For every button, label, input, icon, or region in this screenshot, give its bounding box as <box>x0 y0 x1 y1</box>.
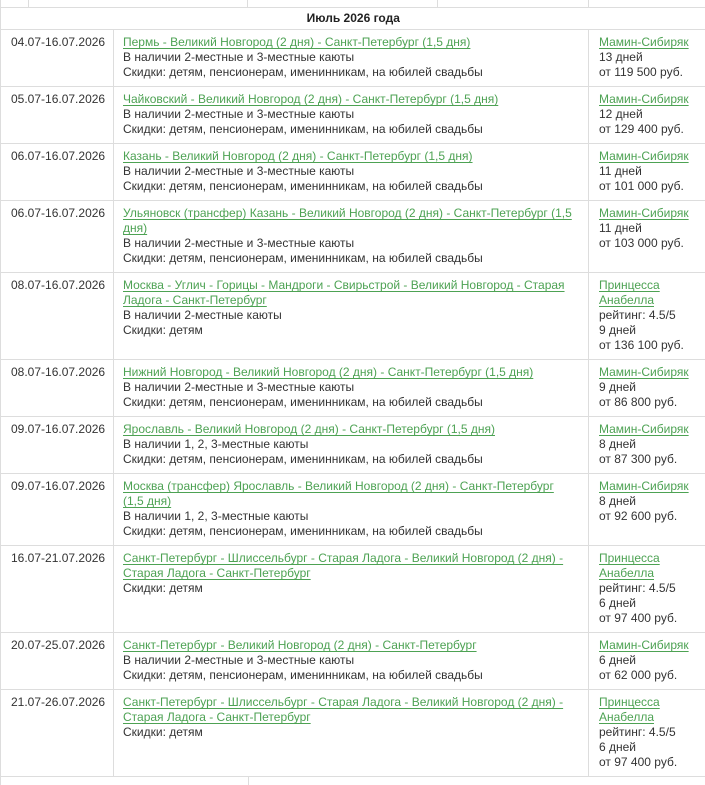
route-link[interactable]: Москва (трансфер) Ярославль - Великий Новгород (2 дня) - Санкт-Петербург (1,5 дня) <box>123 479 554 508</box>
cruise-duration: 12 дней <box>599 107 696 122</box>
cruise-price: от 129 400 руб. <box>599 122 696 137</box>
cruise-price: от 119 500 руб. <box>599 65 696 80</box>
cabins-availability: В наличии 2-местные и 3-местные каюты <box>123 236 574 251</box>
table-row <box>1 87 705 144</box>
ship-line <box>599 551 696 581</box>
ship-info-cell <box>589 360 705 417</box>
discounts: Скидки: детям, пенсионерам, именинникам, на юбилей свадьбы <box>123 122 574 137</box>
route-line <box>123 479 574 509</box>
cruise-dates-cell <box>1 690 114 777</box>
cruise-dates: 06.07-16.07.2026 <box>11 206 105 220</box>
table-row <box>1 474 705 546</box>
previous-table-edge <box>0 0 705 7</box>
table-row <box>1 633 705 690</box>
discounts: Скидки: детям, пенсионерам, именинникам, на юбилей свадьбы <box>123 251 574 266</box>
ship-info-cell <box>589 417 705 474</box>
cruise-dates: 21.07-26.07.2026 <box>11 695 105 709</box>
cruise-dates: 20.07-25.07.2026 <box>11 638 105 652</box>
ship-line <box>599 278 696 308</box>
discounts: Скидки: детям <box>123 725 574 740</box>
cruise-dates: 16.07-21.07.2026 <box>11 551 105 565</box>
cruise-duration: 13 дней <box>599 50 696 65</box>
ship-line <box>599 638 696 653</box>
cabins-availability: В наличии 2-местные и 3-местные каюты <box>123 50 574 65</box>
cabins-availability: В наличии 1, 2, 3-местные каюты <box>123 509 574 524</box>
cruise-price: от 87 300 руб. <box>599 452 696 467</box>
cruise-description-cell <box>114 87 589 144</box>
cruise-duration: 6 дней <box>599 653 696 668</box>
cruise-description-cell <box>114 201 589 273</box>
route-link[interactable]: Санкт-Петербург - Шлиссельбург - Старая Ладога - Великий Новгород (2 дня) - Старая Ладога - Санкт-Петербург <box>123 695 563 724</box>
cruise-description-cell <box>114 30 589 87</box>
cruise-dates-cell <box>1 144 114 201</box>
table-row <box>1 273 705 360</box>
route-line <box>123 278 574 308</box>
discounts: Скидки: детям, пенсионерам, именинникам, на юбилей свадьбы <box>123 668 574 683</box>
cruise-table-body <box>1 30 705 777</box>
cruise-duration: 8 дней <box>599 437 696 452</box>
ship-info-cell <box>589 30 705 87</box>
route-line <box>123 149 574 164</box>
ship-link[interactable]: Принцесса Анабелла <box>599 695 660 724</box>
ship-link[interactable]: Мамин-Сибиряк <box>599 149 689 163</box>
cruise-duration: 11 дней <box>599 221 696 236</box>
table-row <box>1 144 705 201</box>
column-border-fragment <box>437 0 438 7</box>
cruise-price: от 97 400 руб. <box>599 755 696 770</box>
ship-line <box>599 149 696 164</box>
cruise-dates-cell <box>1 633 114 690</box>
table-row <box>1 360 705 417</box>
cruise-duration: 6 дней <box>599 596 696 611</box>
cruise-dates-cell <box>1 417 114 474</box>
cruise-price: от 101 000 руб. <box>599 179 696 194</box>
cruise-description-cell <box>114 690 589 777</box>
ship-link[interactable]: Мамин-Сибиряк <box>599 206 689 220</box>
route-link[interactable]: Москва - Углич - Горицы - Мандроги - Свирьстрой - Великий Новгород - Старая Ладога - Санкт-Петербург <box>123 278 565 307</box>
cabins-availability: В наличии 2-местные каюты <box>123 308 574 323</box>
cruise-duration: 9 дней <box>599 380 696 395</box>
ship-info-cell <box>589 474 705 546</box>
ship-link[interactable]: Мамин-Сибиряк <box>599 92 689 106</box>
ship-line <box>599 92 696 107</box>
route-link[interactable]: Санкт-Петербург - Великий Новгород (2 дня) - Санкт-Петербург <box>123 638 477 652</box>
ship-link[interactable]: Мамин-Сибиряк <box>599 35 689 49</box>
cruise-dates-cell <box>1 273 114 360</box>
cruise-price: от 97 400 руб. <box>599 611 696 626</box>
cabins-availability: В наличии 2-местные и 3-местные каюты <box>123 107 574 122</box>
ship-info-cell <box>589 87 705 144</box>
discounts: Скидки: детям <box>123 323 574 338</box>
cruise-dates: 04.07-16.07.2026 <box>11 35 105 49</box>
cruise-price: от 103 000 руб. <box>599 236 696 251</box>
table-left-border-fragment <box>0 0 1 7</box>
ship-link[interactable]: Мамин-Сибиряк <box>599 422 689 436</box>
cruise-price: от 62 000 руб. <box>599 668 696 683</box>
cruise-price: от 86 800 руб. <box>599 395 696 410</box>
ship-link[interactable]: Мамин-Сибиряк <box>599 365 689 379</box>
route-line <box>123 35 574 50</box>
cruise-description-cell <box>114 546 589 633</box>
cruise-dates: 09.07-16.07.2026 <box>11 479 105 493</box>
route-line <box>123 92 574 107</box>
ship-line <box>599 365 696 380</box>
ship-link[interactable]: Мамин-Сибиряк <box>599 479 689 493</box>
column-border-fragment <box>28 0 29 7</box>
discounts: Скидки: детям, пенсионерам, именинникам, на юбилей свадьбы <box>123 524 574 539</box>
route-link[interactable]: Ярославль - Великий Новгород (2 дня) - Санкт-Петербург (1,5 дня) <box>123 422 495 436</box>
ship-line <box>599 479 696 494</box>
cruise-dates-cell <box>1 87 114 144</box>
ship-line <box>599 422 696 437</box>
route-line <box>123 551 574 581</box>
month-header-row <box>1 8 705 30</box>
cruise-description-cell <box>114 417 589 474</box>
cruise-dates-cell <box>1 201 114 273</box>
ship-info-cell <box>589 690 705 777</box>
next-table-edge <box>0 777 705 785</box>
ship-info-cell <box>589 273 705 360</box>
cruise-dates-cell <box>1 546 114 633</box>
cruise-dates-cell <box>1 30 114 87</box>
table-left-border-fragment <box>0 777 1 785</box>
route-link[interactable]: Пермь - Великий Новгород (2 дня) - Санкт-Петербург (1,5 дня) <box>123 35 470 49</box>
ship-info-cell <box>589 633 705 690</box>
ship-rating: рейтинг: 4.5/5 <box>599 308 696 323</box>
table-row <box>1 30 705 87</box>
discounts: Скидки: детям <box>123 581 574 596</box>
cruise-dates: 05.07-16.07.2026 <box>11 92 105 106</box>
route-link[interactable]: Казань - Великий Новгород (2 дня) - Санкт-Петербург (1,5 дня) <box>123 149 473 163</box>
discounts: Скидки: детям, пенсионерам, именинникам, на юбилей свадьбы <box>123 179 574 194</box>
cabins-availability: В наличии 2-местные и 3-местные каюты <box>123 380 574 395</box>
route-line <box>123 638 574 653</box>
cruise-description-cell <box>114 360 589 417</box>
cruise-dates: 08.07-16.07.2026 <box>11 278 105 292</box>
cabins-availability: В наличии 2-местные и 3-местные каюты <box>123 653 574 668</box>
cabins-availability: В наличии 2-местные и 3-местные каюты <box>123 164 574 179</box>
cruise-dates: 08.07-16.07.2026 <box>11 365 105 379</box>
table-row <box>1 690 705 777</box>
table-row <box>1 201 705 273</box>
cruise-schedule-table <box>0 7 705 777</box>
ship-info-cell <box>589 546 705 633</box>
cruise-description-cell <box>114 144 589 201</box>
table-row <box>1 546 705 633</box>
column-border-fragment <box>248 777 249 785</box>
cruise-dates-cell <box>1 474 114 546</box>
cruise-duration: 11 дней <box>599 164 696 179</box>
cruise-description-cell <box>114 273 589 360</box>
cruise-description-cell <box>114 633 589 690</box>
cruise-price: от 92 600 руб. <box>599 509 696 524</box>
ship-link[interactable]: Принцесса Анабелла <box>599 551 660 580</box>
route-link[interactable]: Чайковский - Великий Новгород (2 дня) - Санкт-Петербург (1,5 дня) <box>123 92 498 106</box>
cruise-price: от 136 100 руб. <box>599 338 696 353</box>
route-link[interactable]: Нижний Новгород - Великий Новгород (2 дня) - Санкт-Петербург (1,5 дня) <box>123 365 533 379</box>
ship-link[interactable]: Мамин-Сибиряк <box>599 638 689 652</box>
discounts: Скидки: детям, пенсионерам, именинникам, на юбилей свадьбы <box>123 395 574 410</box>
route-line <box>123 365 574 380</box>
discounts: Скидки: детям, пенсионерам, именинникам, на юбилей свадьбы <box>123 65 574 80</box>
cruise-duration: 8 дней <box>599 494 696 509</box>
ship-line <box>599 206 696 221</box>
ship-line <box>599 695 696 725</box>
column-border-fragment <box>588 0 589 7</box>
ship-info-cell <box>589 144 705 201</box>
cruise-dates: 06.07-16.07.2026 <box>11 149 105 163</box>
cruise-dates: 09.07-16.07.2026 <box>11 422 105 436</box>
route-link[interactable]: Санкт-Петербург - Шлиссельбург - Старая Ладога - Великий Новгород (2 дня) - Старая Ладога - Санкт-Петербург <box>123 551 563 580</box>
cruise-duration: 9 дней <box>599 323 696 338</box>
ship-link[interactable]: Принцесса Анабелла <box>599 278 660 307</box>
route-line <box>123 422 574 437</box>
route-line <box>123 695 574 725</box>
cruise-dates-cell <box>1 360 114 417</box>
route-line <box>123 206 574 236</box>
table-row <box>1 417 705 474</box>
ship-rating: рейтинг: 4.5/5 <box>599 581 696 596</box>
ship-rating: рейтинг: 4.5/5 <box>599 725 696 740</box>
ship-info-cell <box>589 201 705 273</box>
cabins-availability: В наличии 1, 2, 3-местные каюты <box>123 437 574 452</box>
cruise-duration: 6 дней <box>599 740 696 755</box>
column-border-fragment <box>247 0 248 7</box>
discounts: Скидки: детям, пенсионерам, именинникам, на юбилей свадьбы <box>123 452 574 467</box>
month-header: Июль 2026 года <box>1 8 705 30</box>
ship-line <box>599 35 696 50</box>
cruise-description-cell <box>114 474 589 546</box>
route-link[interactable]: Ульяновск (трансфер) Казань - Великий Новгород (2 дня) - Санкт-Петербург (1,5 дня) <box>123 206 572 235</box>
